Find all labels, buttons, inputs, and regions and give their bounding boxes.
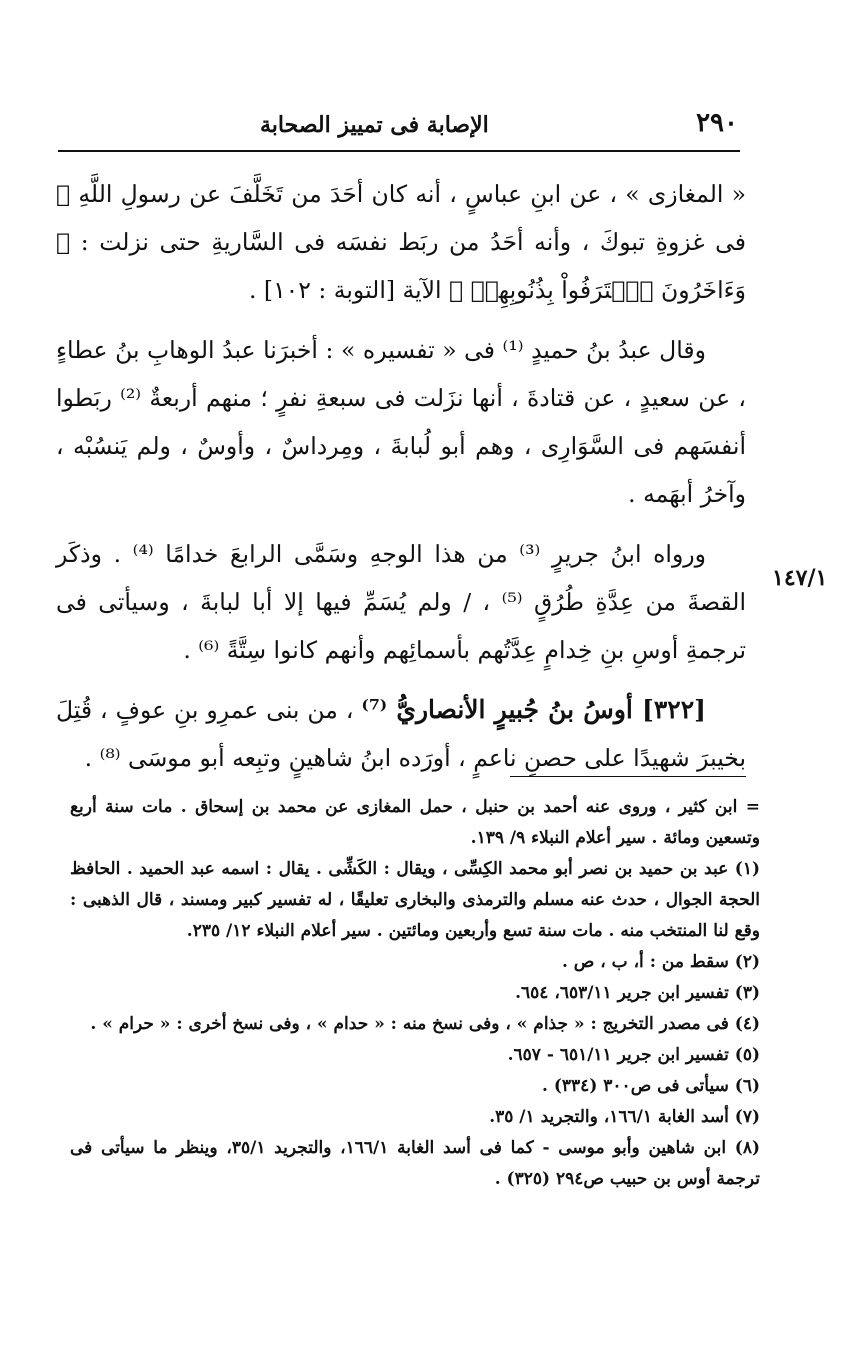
paragraph-3-line-1: ورواه ابنُ جريرٍ ⁽³⁾ من هذا الوجهِ وسَمَّى الرابعَ خدامًا ⁽⁴⁾ . وذكَر القصةَ من <box>56 540 746 616</box>
footnote-continuation-line-2: وتسعين ومائة . سير أعلام النبلاء ٩/ ١٣٩. <box>470 828 760 848</box>
footnote-3: (٣) تفسير ابن جرير ٦٥٣/١١، ٦٥٤. <box>515 983 760 1003</box>
footnote-7: (٧) أسد الغابة ١٦٦/١، والتجريد ١/ ٣٥. <box>489 1107 760 1127</box>
entry-line-1-rest: ، من بنى عمرِو بنِ عوفٍ ، قُتِلَ بخيبرَ <box>56 696 746 772</box>
running-title: الإصابة فى تمييز الصحابة <box>260 112 489 138</box>
footnote-1-line-2: الحجة الجوال ، حدث عنه مسلم والترمذى والبخارى تعليقًا ، له تفسير كبير ومسند ، قال الذهبى : <box>70 890 760 910</box>
paragraph-2-line-1: وقال عبدُ بنُ حميدٍ ⁽¹⁾ فى « تفسيره » : أخبرَنا عبدُ الوهابِ بنُ عطاءٍ ، عن <box>56 336 747 412</box>
paragraph-1-line-3: بِذُنُوبِهِمۡ ﴾ الآية [التوبة : ١٠٢] . <box>248 276 554 304</box>
paragraph-1-line-1: « المغازى » ، عن ابنِ عباسٍ ، أنه كان أحَدَ من تَخَلَّفَ عن رسولِ اللَّهِ ﷺ فى <box>56 180 746 256</box>
paragraph-2 <box>56 326 746 518</box>
footnote-continuation <box>70 792 760 854</box>
paragraph-2-line-2: سعيدٍ ، عن قتادةَ ، أنها نزَلت فى سبعةِ نفرٍ ؛ منهم أربعةٌ ⁽²⁾ ربَطوا أنفسَهم فى <box>56 384 746 460</box>
paragraph-3-line-3: عِدَّتُهم بأسمائِهم وأنهم كانوا سِتَّةً ⁽⁶⁾ . <box>183 636 537 664</box>
paragraph-1 <box>56 170 746 314</box>
footnote-8 <box>70 1133 760 1195</box>
footnote-6: (٦) سيأتى فى ص٣٠٠ (٣٣٤) . <box>542 1076 760 1096</box>
page-number: ٢٩٠ <box>696 108 738 138</box>
entry-line-2: شهيدًا على حصنِ ناعمٍ ، أورَده ابنُ شاهينٍ وتبِعه أبو موسَى ⁽⁸⁾ . <box>84 744 690 772</box>
header-rule <box>58 150 740 152</box>
main-text <box>56 170 746 782</box>
entry-heading: [٣٢٢] أوسُ بنُ جُبيرٍ الأنصاريُّ ⁽⁷⁾ <box>361 695 706 724</box>
paragraph-2-line-3: السَّوَارِى ، وهم أبو لُبابةَ ، ومِرداسٌ ، وأوسٌ ، ولم يَنسُبْه ، وآخرُ أبهَمه . <box>56 432 746 508</box>
paragraph-1-line-2: غزوةِ تبوكَ ، وأنه أحَدُ من ربَط نفسَه فى السَّاريةِ حتى نزلت : ﴿ وَءَاخَرُونَ ٱعۡتَرَفُواْ <box>56 228 746 304</box>
footnote-rule <box>510 776 746 777</box>
footnote-1-line-1: (١) عبد بن حميد بن نصر أبو محمد الكِسِّى ، ويقال : الكَشِّى . يقال : اسمه عبد الحميد . الحافظ <box>70 859 760 879</box>
footnotes <box>70 792 760 1195</box>
entry-322 <box>56 686 746 782</box>
footnote-8-line-2: أوس بن حبيب ص٢٩٤ (٣٢٥) . <box>494 1169 711 1189</box>
footnote-5: (٥) تفسير ابن جرير ٦٥١/١١ - ٦٥٧. <box>507 1045 760 1065</box>
footnote-4: (٤) فى مصدر التخريج : « جذام » ، وفى نسخ منه : « حدام » ، وفى نسخ أخرى : « حرام » . <box>90 1014 760 1034</box>
paragraph-3 <box>56 530 746 674</box>
footnote-1 <box>70 854 760 947</box>
footnote-2: (٢) سقط من : أ، ب ، ص . <box>561 952 760 972</box>
margin-reference: ١٤٧/١ <box>772 565 828 591</box>
footnote-8-line-1: (٨) ابن شاهين وأبو موسى - كما فى أسد الغابة ١٦٦/١، والتجريد ٣٥/١، وينظر ما سيأتى فى ترجمة <box>70 1138 760 1189</box>
page-header <box>60 98 738 138</box>
paragraph-3-line-2: عِدَّةِ طُرُقٍ ⁽⁵⁾ ، / ولم يُسَمِّ فيها إلا أبا لبابةَ ، وسيأتى فى ترجمةِ أوسِ بنِ خِدامٍ <box>56 588 746 664</box>
footnote-1-line-3: وقع لنا المنتخب منه . مات سنة تسع وأربعين ومائتين . سير أعلام النبلاء ١٢/ ٢٣٥. <box>186 921 760 941</box>
footnote-continuation-line-1: = ابن كثير ، وروى عنه أحمد بن حنبل ، حمل المغازى عن محمد بن إسحاق . مات سنة أربع <box>70 797 760 817</box>
